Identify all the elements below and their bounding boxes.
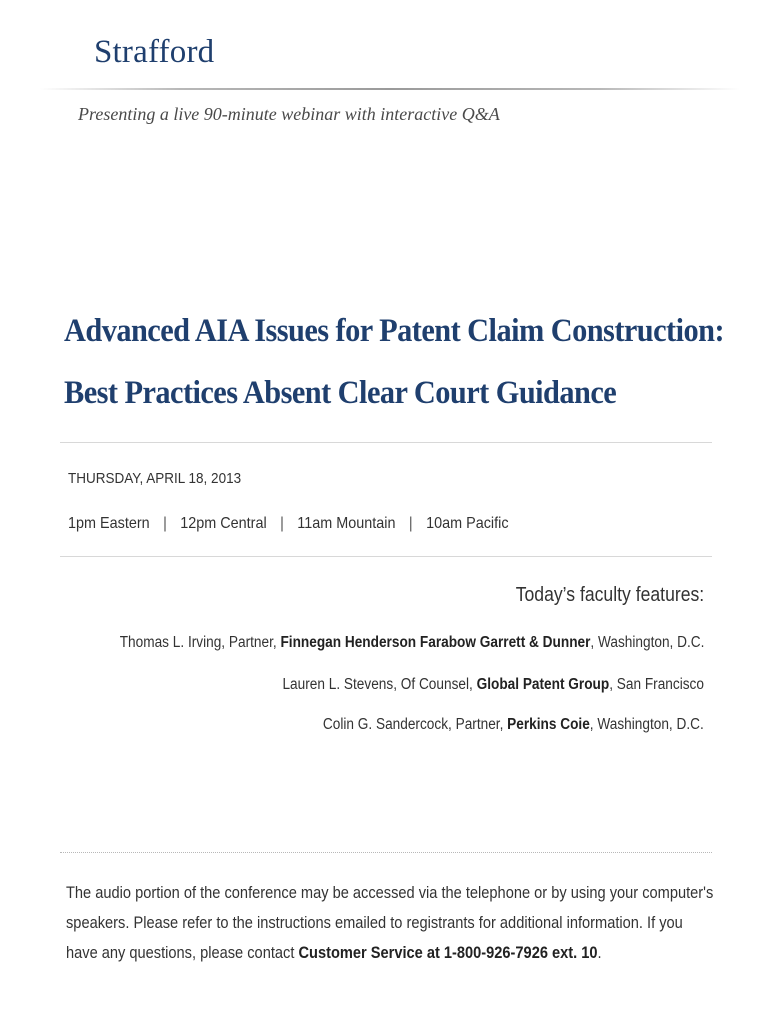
audio-contact-prefix: have any questions, please contact — [66, 943, 299, 962]
time-mountain: 11am Mountain — [297, 515, 396, 532]
faculty-member — [323, 716, 704, 734]
page-title — [64, 300, 725, 424]
time-central: 12pm Central — [180, 515, 267, 532]
faculty-firm: Finnegan Henderson Farabow Garrett & Dunner — [280, 634, 591, 651]
strafford-logo: Strafford — [94, 34, 215, 70]
audio-line — [66, 938, 685, 968]
title-divider — [60, 442, 712, 443]
time-separator: | — [408, 515, 413, 532]
faculty-member — [119, 634, 704, 652]
audio-notice — [66, 878, 714, 968]
time-separator: | — [163, 515, 167, 532]
faculty-member — [283, 676, 704, 694]
customer-service-contact: Customer Service at 1-800-926-7926 ext. 10 — [298, 943, 598, 962]
faculty-location: , Washington, D.C. — [590, 716, 704, 733]
faculty-location: , Washington, D.C. — [590, 634, 704, 651]
time-separator: | — [280, 515, 284, 532]
time-pacific: 10am Pacific — [426, 515, 509, 532]
faculty-firm: Global Patent Group — [476, 676, 610, 693]
faculty-firm: Perkins Coie — [507, 716, 591, 733]
event-date: THURSDAY, APRIL 18, 2013 — [68, 470, 242, 487]
faculty-name-role: Colin G. Sandercock, Partner, — [323, 716, 508, 733]
audio-line: The audio portion of the conference may be accessed via the telephone or by using your computer's — [66, 883, 714, 902]
audio-contact-suffix: . — [597, 943, 602, 962]
faculty-location: , San Francisco — [609, 676, 704, 693]
faculty-heading: Today’s faculty features: — [515, 584, 704, 606]
audio-line: speakers. Please refer to the instructions emailed to registrants for additional information. If you — [66, 913, 683, 932]
audio-divider — [60, 852, 712, 853]
title-line-1: Advanced AIA Issues for Patent Claim Construction: — [64, 313, 725, 349]
schedule-divider — [60, 556, 712, 557]
event-times — [68, 515, 509, 533]
tagline: Presenting a live 90-minute webinar with interactive Q&A — [78, 104, 500, 124]
faculty-name-role: Thomas L. Irving, Partner, — [119, 634, 281, 651]
faculty-name-role: Lauren L. Stevens, Of Counsel, — [282, 676, 477, 693]
time-eastern: 1pm Eastern — [68, 515, 150, 532]
header-rule — [40, 88, 740, 90]
title-line-2: Best Practices Absent Clear Court Guidance — [64, 375, 617, 411]
